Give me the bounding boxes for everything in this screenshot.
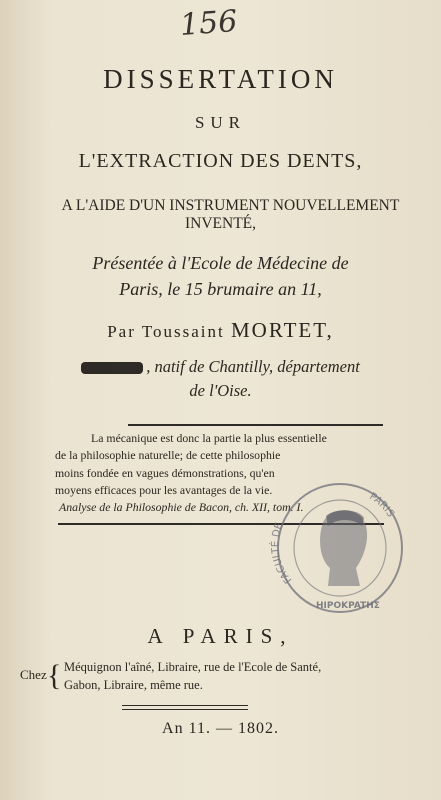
author-prefix: Par Toussaint <box>107 322 225 341</box>
epigraph-line: de la philosophie naturelle; de cette philosophie <box>55 448 281 463</box>
subtitle: L'EXTRACTION DES DENTS, <box>78 150 363 172</box>
redaction-mark <box>81 362 143 374</box>
divider-top <box>128 424 383 426</box>
subtitle-line-3: A L'AIDE D'UN INSTRUMENT NOUVELLEMENT <box>61 197 400 214</box>
stamp-text-right: PARIS <box>367 491 396 520</box>
place: A PARIS, <box>147 624 294 648</box>
svg-text:FACULTÉ DE <box>268 521 294 585</box>
presentation-line-2: Paris, le 15 brumaire an 11, <box>119 279 322 299</box>
origin-text: , natif de Chantilly, département <box>146 357 360 376</box>
subtitle-line-4: INVENTÉ, <box>184 215 257 232</box>
epigraph-line: moyens efficaces pour les avantages de la vie. <box>55 482 273 497</box>
origin-line-2: de l'Oise. <box>189 381 252 400</box>
handwritten-number: 156 <box>178 4 239 43</box>
author-name: MORTET, <box>231 318 334 342</box>
stamp-text-bottom: HIPOKPATHΣ <box>316 601 380 611</box>
divider-date-top <box>122 705 248 706</box>
portrait-stamp-icon <box>264 468 410 616</box>
brace-icon: { <box>47 659 62 692</box>
publisher-line-2: Gabon, Libraire, même rue. <box>64 678 203 692</box>
origin-line <box>0 357 441 377</box>
epigraph-line: moins fondée en vagues démonstrations, qu'en <box>55 465 275 480</box>
title: DISSERTATION <box>103 64 338 94</box>
publication-date: An 11. — 1802. <box>162 720 279 737</box>
divider-date-bottom <box>122 709 248 710</box>
publisher-line-1: Méquignon l'aîné, Libraire, rue de l'Ecole de Santé, <box>64 660 322 674</box>
epigraph-source: Analyse de la Philosophie de Bacon, ch. XII, tom. I. <box>59 500 304 515</box>
title-sur: SUR <box>194 113 247 132</box>
stamp-text-left: FACULTÉ DE <box>270 521 295 586</box>
publisher-label: Chez <box>20 667 47 682</box>
presentation-line-1: Présentée à l'Ecole de Médecine de <box>92 253 349 273</box>
svg-text:PARIS <box>367 491 395 519</box>
author-line <box>0 318 441 343</box>
epigraph-line: La mécanique est donc la partie la plus essentielle <box>91 431 327 445</box>
